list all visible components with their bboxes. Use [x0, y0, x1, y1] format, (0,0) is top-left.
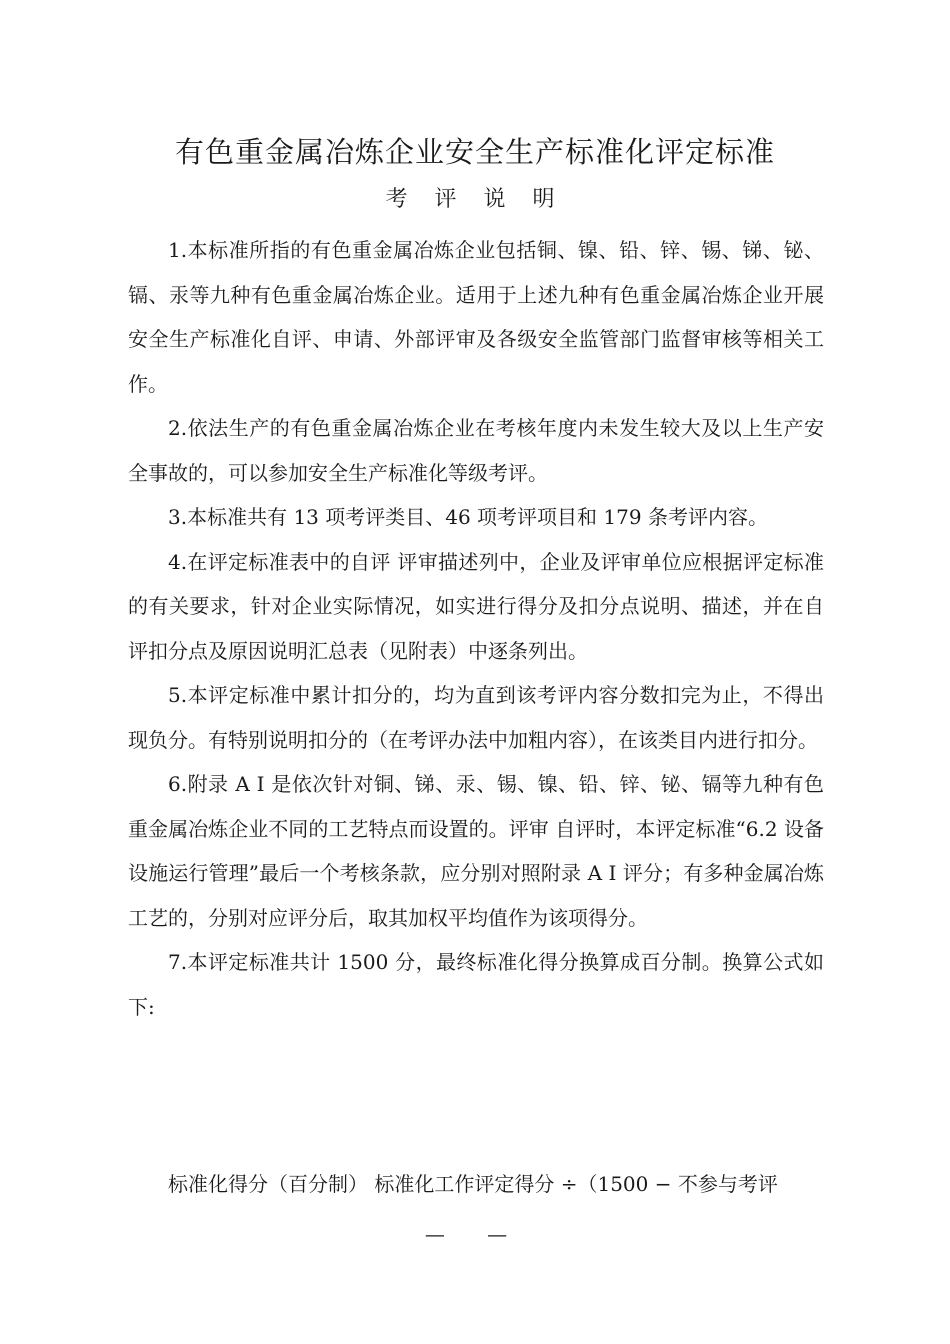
paragraph-7: 7.本评定标准共计 1500 分，最终标准化得分换算成百分制。换算公式如下: — [128, 950, 824, 1019]
paragraph-4: 4.在评定标准表中的自评 评审描述列中，企业及评审单位应根据评定标准的有关要求，针对企业实际情况，如实进行得分及扣分点说明、描述，并在自评扣分点及原因说明汇总表（见附表）中逐条列出。 — [128, 549, 824, 663]
paragraph-2: 2.依法生产的有色重金属冶炼企业在考核年度内未发生较大及以上生产安全事故的，可以参加安全生产标准化等级考评。 — [128, 416, 824, 485]
paragraph-3: 3.本标准共有 13 项考评类目、46 项考评项目和 179 条考评内容。 — [168, 505, 768, 529]
document-title: 有色重金属冶炼企业安全生产标准化评定标准 — [174, 135, 775, 169]
paragraph-6: 6.附录 A I 是依次针对铜、锑、汞、锡、镍、铅、锌、铋、镉等九种有色重金属冶炼企业不同的工艺特点而设置的。评审 自评时，本评定标准“6.2 设备设施运行管理”最后一个考核条款，应分别对照附录 A I 评分；有多种金属冶炼工艺的，分别对应评分后，取其加权平均值作为该项得分。 — [128, 772, 824, 930]
document-subtitle: 考 评 说 明 — [385, 187, 565, 212]
paragraph-5: 5.本评定标准中累计扣分的，均为直到该考评内容分数扣完为止，不得出现负分。有特别说明扣分的（在考评办法中加粗内容），在该类目内进行扣分。 — [128, 683, 824, 752]
paragraph-1: 1.本标准所指的有色重金属冶炼企业包括铜、镍、铅、锌、锡、锑、铋、镉、汞等九种有色重金属冶炼企业。适用于上述九种有色重金属冶炼企业开展安全生产标准化自评、申请、外部评审及各级安全监管部门监督审核等相关工作。 — [128, 238, 824, 396]
document-body — [128, 228, 824, 1029]
conversion-formula: 标准化得分（百分制） 标准化工作评定得分 ÷（1500 − 不参与考评 — [168, 1172, 778, 1196]
page-number-footer: — — — [424, 1222, 526, 1246]
